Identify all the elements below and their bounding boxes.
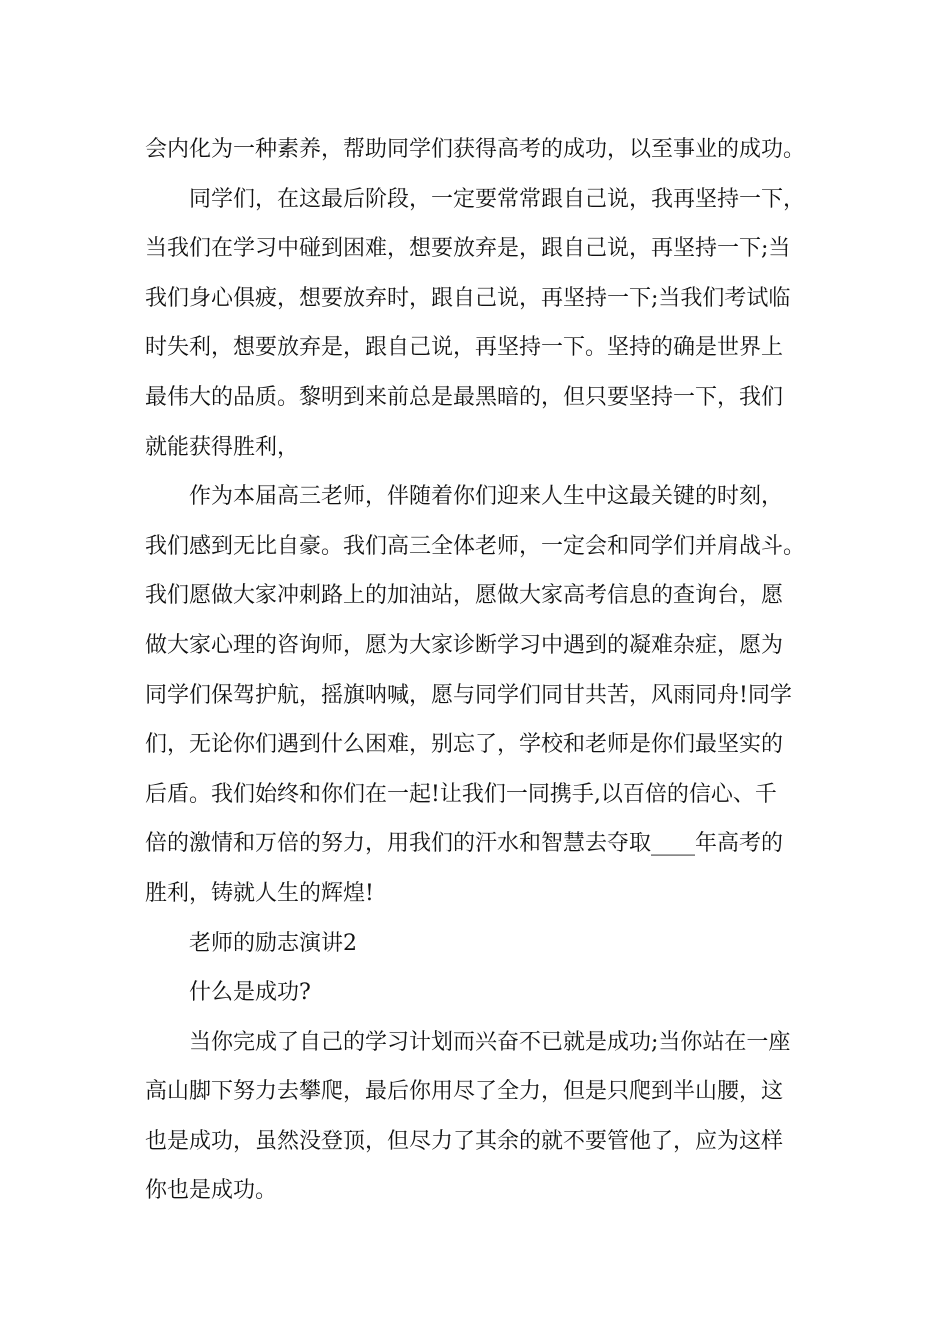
text-line: 就能获得胜利， xyxy=(145,434,300,460)
text-line: 胜利，铸就人生的辉煌! xyxy=(145,880,374,906)
text-line: 做大家心理的咨询师，愿为大家诊断学习中遇到的凝难杂症，愿为 xyxy=(145,632,784,658)
paragraph-start-line: 当你完成了自己的学习计划而兴奋不已就是成功;当你站在一座 xyxy=(189,1029,791,1055)
text-line: 会内化为一种素养，帮助同学们获得高考的成功，以至事业的成功。 xyxy=(145,137,806,162)
paragraph-start-line: 作为本届高三老师，伴随着你们迎来人生中这最关键的时刻， xyxy=(189,484,784,510)
text-line: 我们感到无比自豪。我们高三全体老师，一定会和同学们并肩战斗。 xyxy=(145,533,806,559)
text-line: 高山脚下努力去攀爬，最后你用尽了全力，但是只爬到半山腰，这 xyxy=(145,1079,784,1105)
question-line: 什么是成功? xyxy=(189,980,311,1006)
text-line: 倍的激情和万倍的努力，用我们的汗水和智慧去夺取____年高考的 xyxy=(145,831,784,857)
text-line: 你也是成功。 xyxy=(145,1178,278,1204)
text-line: 后盾。我们始终和你们在一起!让我们一同携手,以百倍的信心、千 xyxy=(145,781,777,807)
section-heading: 老师的励志演讲2 xyxy=(189,930,357,956)
text-line: 我们身心俱疲，想要放弃时，跟自己说，再坚持一下;当我们考试临 xyxy=(145,285,791,311)
text-line: 同学们保驾护航，摇旗呐喊，愿与同学们同甘共苦，风雨同舟!同学 xyxy=(145,682,792,708)
text-line: 们，无论你们遇到什么困难，别忘了，学校和老师是你们最坚实的 xyxy=(145,732,784,758)
text-line: 最伟大的品质。黎明到来前总是最黑暗的，但只要坚持一下，我们 xyxy=(145,384,784,410)
text-line: 当我们在学习中碰到困难，想要放弃是，跟自己说，再坚持一下;当 xyxy=(145,236,791,262)
text-line: 我们愿做大家冲刺路上的加油站，愿做大家高考信息的查询台，愿 xyxy=(145,583,784,609)
paragraph-start-line: 同学们，在这最后阶段，一定要常常跟自己说，我再坚持一下， xyxy=(189,186,806,212)
text-line: 时失利，想要放弃是，跟自己说，再坚持一下。坚持的确是世界上 xyxy=(145,335,784,361)
text-line: 也是成功，虽然没登顶，但尽力了其余的就不要管他了，应为这样 xyxy=(145,1128,784,1154)
document-page xyxy=(145,125,815,1216)
